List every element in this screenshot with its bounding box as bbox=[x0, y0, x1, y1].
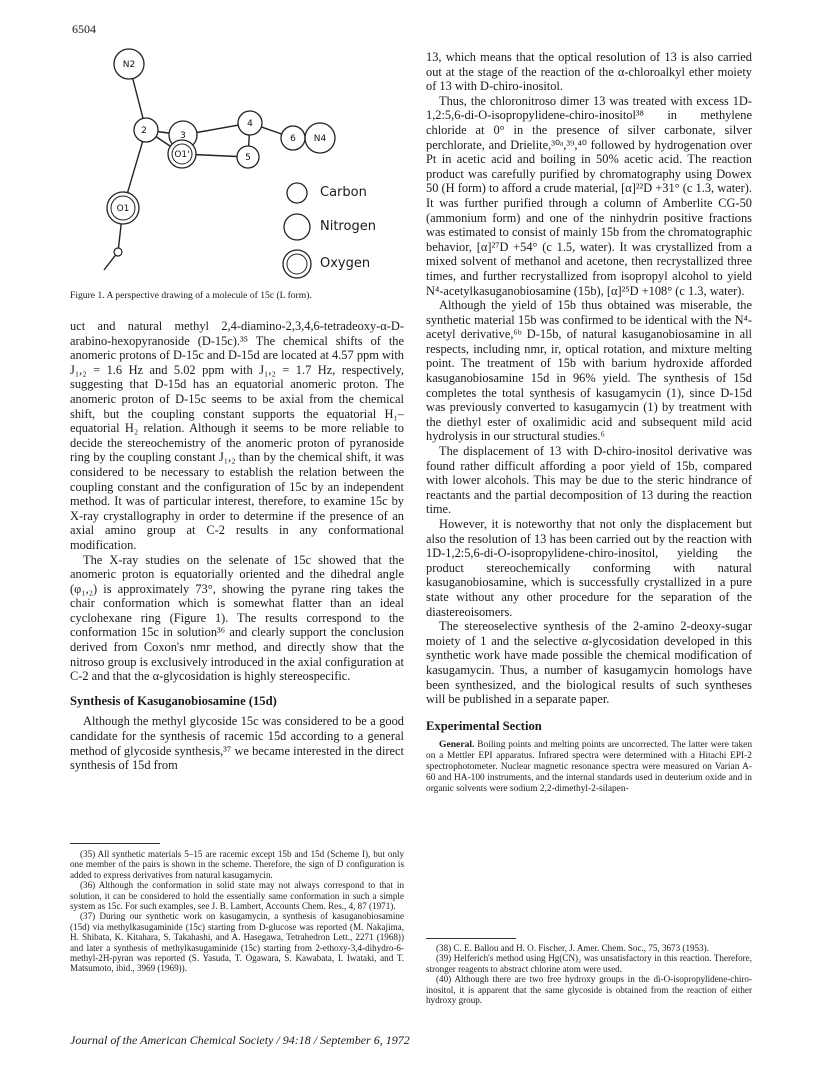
legend-nitrogen-symbol bbox=[284, 214, 310, 240]
atom-methyl bbox=[114, 248, 122, 256]
footnotes-left bbox=[70, 849, 404, 974]
bond-lines bbox=[104, 64, 320, 270]
label-c3: 3 bbox=[180, 131, 186, 141]
legend-oxygen-label: Oxygen bbox=[320, 256, 371, 271]
label-c6: 6 bbox=[290, 134, 296, 144]
label-o1prime: O1' bbox=[174, 150, 190, 160]
paragraph: Although the yield of 15b thus obtained was miserable, the synthetic material 15b was confirmed to be identical with the N⁴-acetyl derivative,⁶ᵇ D-15b, of natural kasuganobiosamine in all respects, including nmr, ir, optical rotation, and mixture melting point. The treatment of 15b with barium hydroxide afforded kasuganobiosamine 15d in 96% yield. The synthesis of 15d completes the total synthesis of kasugamycin (1), since D-15d was previously converted to kasugamycin (1) by treatment with the diethyl ester of oxalimidic acid and subsequent mild acid hydrolysis in our structural studies.⁶ bbox=[426, 298, 752, 444]
left-column bbox=[70, 319, 404, 773]
footnote: (36) Although the conformation in solid state may not always correspond to that in solution, it can be considered to hold the essentially same conformation in such a simple system as 15c. For such examples, see J. B. Lambert, Accounts Chem. Res., 4, 87 (1971). bbox=[70, 880, 404, 912]
footnote: (38) C. E. Ballou and H. O. Fischer, J. Amer. Chem. Soc., 75, 3673 (1953). bbox=[436, 943, 709, 953]
section-heading: Synthesis of Kasuganobiosamine (15d) bbox=[70, 693, 277, 708]
legend-nitrogen-label: Nitrogen bbox=[320, 219, 376, 234]
label-c5: 5 bbox=[245, 153, 251, 163]
experimental-text: Boiling points and melting points are uncorrected. The latter were taken on a Mettler EPI apparatus. Infrared spectra were determined with a Hitachi EPI-2 spectrophotometer. Nuclear magnetic resonance spectra were measured on Varian A-60 and HA-100 instruments, and the internal standards used in deuterium oxide and in organic solvents were sodium 2,2-dimethyl-2-silapen- bbox=[426, 740, 753, 795]
footnote: (35) All synthetic materials 5–15 are racemic except 15b and 15d (Scheme I), but only one member of the pairs is shown in the scheme. Therefore, the sign of D configuration is added to express derivatives from natural kasugamycin. bbox=[70, 849, 404, 880]
legend-carbon-symbol bbox=[287, 183, 307, 203]
footnote-rule bbox=[426, 938, 516, 939]
label-c2: 2 bbox=[141, 126, 147, 136]
footnote: (37) During our synthetic work on kasugamycin, a synthesis of kasuganobiosamine (15d) via methylkasugaminide (15c) starting from D-glucose was reported (M. Nakajima, H. Shibata, K. Kitahara, S. Takahashi, and A. Hasegawa, Tetrahedron Lett., 2271 (1968)) and later a synthesis of methylkasugaminide (15c) starting from 2-ethoxy-3,4-dihydro-6-methyl-2H-pyran was reported (S. Yasuda, T. Ogawara, S. Kawabata, I. Iwataki, and T. Matsumoto, ibid., 3969 (1969)). bbox=[70, 911, 404, 974]
label-n4: N4 bbox=[313, 134, 327, 144]
footnote-rule bbox=[70, 843, 160, 844]
paragraph: The X-ray studies on the selenate of 15c showed that the anomeric proton is equatorially oriented and the dihedral angle (φ₁,₂) is approximately 73°, showing the pyrane ring takes the chair conformation which is somewhat flatter than an ideal cyclohexane ring (Figure 1). The results correspond to the conformation 15c in solution³⁶ and clearly support the conclusion derived from Coxon's nmr method, and directly show that the nitroso group is exclusively introduced in the axial configuration at C-2 and that the α-glycosidation is highly stereospecific. bbox=[70, 552, 404, 684]
paragraph: Although the methyl glycoside 15c was considered to be a good candidate for the synthesis of racemic 15d according to a general method of glycoside synthesis,³⁷ we became interested in the direct synthesis of 15d from bbox=[70, 714, 404, 773]
legend-carbon-label: Carbon bbox=[320, 185, 367, 200]
section-heading: Experimental Section bbox=[426, 718, 542, 733]
label-o1: O1 bbox=[116, 204, 130, 214]
paragraph: The stereoselective synthesis of the 2-amino 2-deoxy-sugar moiety of 1 and the selective α-glycosidation developed in this synthetic work have made possible the chemical modification of kasugamycin. Thus, a number of kasugamycin homologs have been synthesized, and the biological results of such syntheses will be published in a separate paper. bbox=[426, 619, 752, 707]
experimental-paragraph bbox=[426, 739, 752, 795]
paragraph: 13, which means that the optical resolution of 13 is also carried out at the stage of the reaction of the α-chloroalkyl ether moiety of 13 with D-chiro-inositol. bbox=[426, 50, 752, 94]
paragraph: However, it is noteworthy that not only the displacement but also the resolution of 13 has been carried out by the reaction with 1D-1,2:5,6-di-O-isopropylidene-chiro-inositol, yielding the product stereochemically conforming with natural kasuganobiosamine, which is successfully crystallized in a pure state without any other procedure for the separation of the diastereoisomers. bbox=[426, 517, 752, 619]
paragraph: Thus, the chloronitroso dimer 13 was treated with excess 1D-1,2:5,6-di-O-isopropylidene-chiro-inositol³⁸ in methylene chloride at 0° in the presence of silver carbonate, silver perchlorate, and Drielite,³⁰ᵃ,³⁹,⁴⁰ followed by hydrogenation over Pt in acetic acid and boiling in 50% acetic acid. The reaction product was carefully purified by chromatography using Dowex 50 (H form) to afford a crude material, [α]²²D +31° (c 1.3, water). It was further purified through a column of Amberlite CG-50 (ammonium form) and one of the ninhydrin positive fractions was estimated to consist of mainly 15b from the chromatographic behavior, [α]²⁷D +54° (c 1.5, water). It was crystallized from a mixed solvent of methanol and acetone, then recrystallized three times, and further recrystallized from isopropyl alcohol to yield N⁴-acetylkasuganobiosamine (15b), [α]²⁵D +108° (c 1.3, water). bbox=[426, 93, 752, 298]
footnotes-right bbox=[426, 943, 752, 1005]
footnote: (39) Helferich's method using Hg(CN)₂ was unsatisfactory in this reaction. Therefore, stronger reagents to abstract chlorine atom were used. bbox=[426, 953, 752, 974]
experimental-lead: General. bbox=[439, 739, 475, 751]
molecule-figure bbox=[90, 40, 400, 290]
label-n2: N2 bbox=[122, 60, 136, 70]
paragraph: uct and natural methyl 2,4-diamino-2,3,4,6-tetradeoxy-α-D-arabino-hexopyranoside (D-15c).³⁵ The chemical shifts of the anomeric protons of D-15c and D-15d are located at 4.57 ppm with J₁,₂ = 1.6 Hz and 5.02 ppm with J₁,₂ = 1.7 Hz, respectively, suggesting that D-15d has an equatorial anomeric proton. The anomeric proton of D-15c seems to be axial from the chemical shift, but the coupling constant supports the equatorial H₁–equatorial H₂ relation. Although it seems to be more reliable to decide the stereochemistry of the anomeric proton of pyranoside ring by the coupling constant J₁,₂ than by the chemical shift, it was considered to be necessary to establish the relation between the coupling constant and the configuration of 15c by an independent method. It was of particular interest, therefore, to examine 15c by X-ray crystallography in order to determine if the presence of an axial amino group at C-2 results in any conformational modification. bbox=[70, 319, 404, 552]
page-number: 6504 bbox=[72, 22, 96, 36]
right-column bbox=[426, 50, 752, 795]
paragraph: The displacement of 13 with D-chiro-inositol derivative was found rather difficult affording a poor yield of 15b, compared with lower alcohols. This may be due to the steric hindrance of reactants and the partial decomposition of 13 during the reaction time. bbox=[426, 444, 752, 517]
figure-caption: Figure 1. A perspective drawing of a molecule of 15c (L form). bbox=[70, 290, 312, 301]
journal-footer: Journal of the American Chemical Society / 94:18 / September 6, 1972 bbox=[70, 1033, 410, 1047]
footnote: (40) Although there are two free hydroxy groups in the di-O-isopropylidene-chiro-inositol, it is apparent that the same glycoside is obtained from the reaction of either hydroxy group. bbox=[426, 974, 752, 1006]
label-c4: 4 bbox=[247, 119, 253, 129]
